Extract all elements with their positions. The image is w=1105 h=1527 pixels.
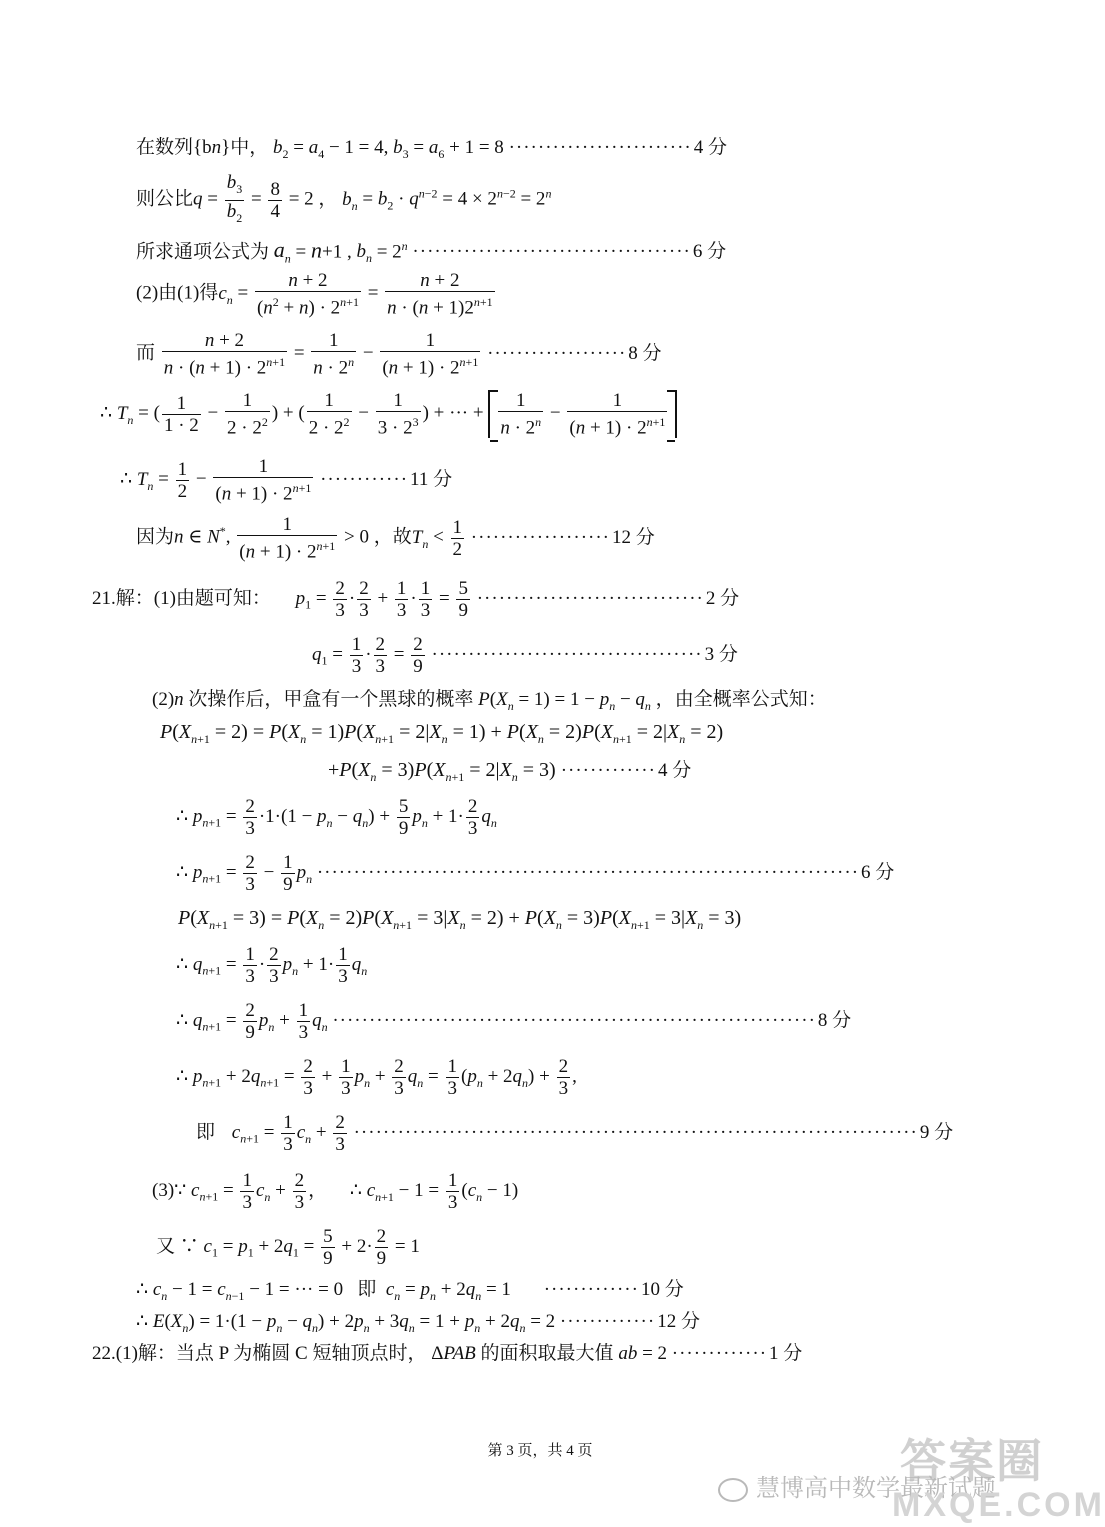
q21-cn-result: ∴ $c_n - 1 = c_{n-1} - 1$ = ··· = 0 即 $c_n = p_n + 2q_n = 1$ ············· 10 分 — [136, 1279, 684, 1303]
score: 4 分 — [693, 137, 728, 158]
text: (2)由(1)得 — [136, 282, 219, 304]
text: 又 — [156, 1235, 176, 1257]
q21-qn1-simplified: ∴ $q_{n+1}$ = $\frac{2}{9}$ $p_n$ + $\frac{1}{3}$ $q_n$ ·································································· 8 分 — [176, 1000, 852, 1043]
q21-q1-line: $q_1$ = $\frac{1}{3}$ · $\frac{2}{3}$ = $\frac{2}{9}$ ····································· 3 分 — [312, 634, 738, 677]
text: 因为 — [136, 526, 175, 548]
text: }中， — [221, 137, 269, 158]
text: 在数列{b — [136, 137, 212, 158]
q21-expectation: ∴ $E(X_n) = 1\cdot(1 - p_n - q_n) + 2p_n + 3q_n = 1 + p_n + 2q_n = 2$ ············· 12 分 — [136, 1311, 700, 1335]
tn-result-line: ∴ $T_n$ = $\frac{1}{2}$ − $\frac{1}{(n + 1) \cdot 2^{n+1}}$ ············ 11 分 — [120, 456, 453, 505]
score: 3 分 — [704, 643, 738, 665]
cn-line: (2)由(1)得$c_n$ = $\frac{n + 2}{(n^2 + n) \cdot 2^{n+1}}$ = $\frac{n + 2}{n \cdot (n + 1)2^{n+1}}$ — [136, 270, 493, 319]
score: 6 分 — [861, 861, 895, 883]
q21-cn-recurrence: 即 $c_{n+1}$ = $\frac{1}{3}$ $c_n$ + $\frac{2}{3}$ ············································································· 9 分 — [196, 1112, 954, 1155]
page-footer: 第 3 页，共 4 页 — [487, 1443, 593, 1459]
text: 由全概率公式知： — [674, 689, 827, 710]
tn-sum-line: ∴ $T_n$ = ( $\frac{1}{1 \cdot 2}$ − $\frac{1}{2 \cdot 2^2}$ ) + ( $\frac{1}{2 \cdot 2^2}$ − $\frac{1}{3 \cdot 2^3}$ ) + ··· + $\frac{1}{n \cdot 2^n}$ − $\frac{1}{(n + 1) \cdot 2^{n+1}}$ — [100, 390, 677, 438]
text: 所求通项公式为 — [136, 241, 270, 263]
text: 即 — [357, 1279, 377, 1300]
ratio-line: 则公比q = $\frac{b_3}{b_2}$ = $\frac{8}{4}$ = 2 ， $b_n = b_2 \cdot q^{n-2} = 4 \times 2^{n-2} = 2^n$ — [136, 172, 552, 225]
wechat-icon — [718, 1478, 748, 1502]
b-sequence-line: 在数列{bn}中， $b_2 = a_4 - 1 = 4$, $b_3 = a_6 + 1 = 8$ ························· 4 分 — [136, 137, 728, 161]
q21-total-prob-2: $+P(X_n = 3)P(X_{n+1} = 2|X_n = 3)$ ············· 4 分 — [328, 759, 692, 784]
q21-total-prob-1: $P(X_{n+1} = 2) = P(X_n = 1)P(X_{n+1} = 2|X_n = 1) + P(X_n = 2)P(X_{n+1} = 2|X_n = 2)$ — [160, 721, 724, 746]
conclusion-line: 因为n ∈ N*, $\frac{1}{(n + 1) \cdot 2^{n+1}}$ > 0 ，故$T_n$ < $\frac{1}{2}$ ··················· 12 分 — [136, 514, 655, 563]
score: 8 分 — [628, 342, 662, 364]
score: 1 分 — [769, 1343, 803, 1364]
question-label: 22.(1)解：当点 P 为椭圆 C 短轴顶点时， — [92, 1343, 427, 1364]
text: 的面积取最大值 — [480, 1343, 614, 1364]
text: 故 — [392, 526, 412, 548]
score: 4 分 — [657, 760, 692, 781]
q21-p1-line: 21.解：(1)由题可知： $p_1$ = $\frac{2}{3}$ · $\frac{2}{3}$ + $\frac{1}{3}$ · $\frac{1}{3}$ = $\frac{5}{9}$ ······························· 2 分 — [92, 578, 740, 621]
score: 8 分 — [817, 1009, 852, 1031]
q21-combined: ∴ $p_{n+1} + 2q_{n+1}$ = $\frac{2}{3}$ + $\frac{1}{3}$ $p_n$ + $\frac{2}{3}$ $q_n$ = $\frac{1}{3}$ $(p_n + 2q_n)$ + $\frac{2}{3}$ , — [176, 1056, 577, 1099]
general-formula-line: 所求通项公式为 $a_n = n+1$ , $b_n = 2^n$ ······································ 6 分 — [136, 237, 727, 266]
q21-pn1-line: ∴ $p_{n+1}$ = $\frac{2}{3}$ $\cdot 1\cdot(1 - p_n - q_n)$ + $\frac{5}{9}$ $p_n + 1\cdot$ $\frac{2}{3}$ $q_n$ — [176, 796, 497, 839]
text: 次操作后，甲盒有一个黑球的概率 — [188, 689, 474, 710]
watermark-site: MXQE.COM — [892, 1486, 1105, 1524]
watermark-label: 慧博高中数学最新试题 — [756, 1475, 996, 1502]
text: 即 — [196, 1121, 216, 1143]
q22-line: 22.(1)解：当点 P 为椭圆 C 短轴顶点时， ΔPAB 的面积取最大值 ab = 2 ············· 1 分 — [92, 1343, 803, 1364]
text: 而 — [136, 342, 156, 364]
text: 则公比 — [136, 188, 194, 210]
q21-qn1-line: ∴ $q_{n+1}$ = $\frac{1}{3}$ · $\frac{2}{3}$ $p_n + 1\cdot$ $\frac{1}{3}$ $q_n$ — [176, 944, 368, 987]
score: 10 分 — [640, 1279, 684, 1300]
watermark-logo: 答案圈 — [900, 1435, 1044, 1487]
question-label: 21.解：(1)由题可知： — [92, 587, 271, 609]
score: 6 分 — [692, 241, 727, 263]
score: 11 分 — [410, 468, 453, 490]
q21-part3: (3)∵ $c_{n+1}$ = $\frac{1}{3}$ $c_n$ + $\frac{2}{3}$ ， ∴ $c_{n+1} - 1$ = $\frac{1}{3}$ $(c_n - 1)$ — [152, 1170, 519, 1213]
split-line: 而 $\frac{n + 2}{n \cdot (n + 1) \cdot 2^{n+1}}$ = $\frac{1}{n \cdot 2^n}$ − $\frac{1}{(n + 1) \cdot 2^{n+1}}$ ··················· 8 分 — [136, 330, 662, 379]
q21-total-prob-3: $P(X_{n+1} = 3) = P(X_n = 2)P(X_{n+1} = 3|X_n = 2) + P(X_n = 3)P(X_{n+1} = 3|X_n = 3)$ — [178, 907, 742, 932]
score: 12 分 — [657, 1311, 700, 1332]
score: 2 分 — [705, 587, 740, 609]
q21-part2-intro: (2)n 次操作后，甲盒有一个黑球的概率 $P(X_n = 1) = 1 - p_n - q_n$ ，由全概率公式知： — [152, 689, 827, 713]
q21-c1: 又 ∵ $c_1 = p_1 + 2q_1$ = $\frac{5}{9}$ + 2· $\frac{2}{9}$ = 1 — [156, 1226, 420, 1269]
score: 12 分 — [612, 526, 655, 548]
q21-pn1-simplified: ∴ $p_{n+1}$ = $\frac{2}{3}$ − $\frac{1}{9}$ $p_n$ ·········································································· 6 分 — [176, 852, 895, 895]
score: 9 分 — [919, 1121, 954, 1143]
